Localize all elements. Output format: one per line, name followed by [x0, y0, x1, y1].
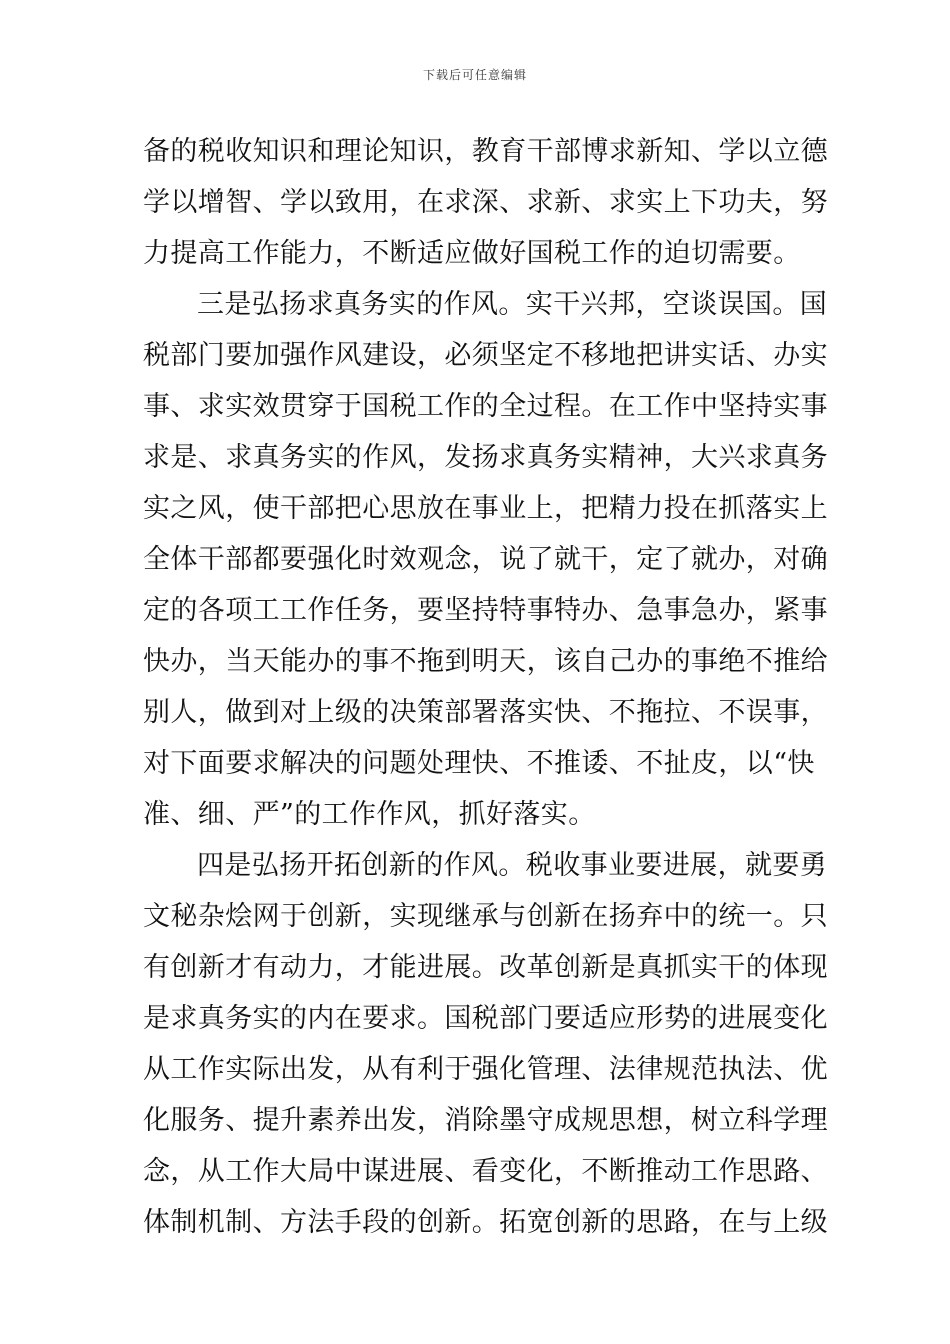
- text-line: 文秘杂烩网于创新，实现继承与创新在扬弃中的统一。只: [143, 901, 828, 932]
- text-line: 全体干部都要强化时效观念，说了就干，定了就办，对确: [143, 544, 828, 575]
- text-line: 对下面要求解决的问题处理快、不推诿、不扯皮，以“快: [143, 748, 815, 779]
- text-line: 定的各项工工作任务，要坚持特事特办、急事急办，紧事: [143, 595, 828, 626]
- text-line: 念，从工作大局中谋进展、看变化，不断推动工作思路、: [143, 1156, 828, 1187]
- document-body: [143, 126, 828, 1248]
- text-line: 从工作实际出发，从有利于强化管理、法律规范执法、优: [143, 1054, 828, 1085]
- text-line: 三是弘扬求真务实的作风。实干兴邦，空谈误国。国: [197, 289, 828, 320]
- text-line: 快办，当天能办的事不拖到明天，该自己办的事绝不推给: [143, 646, 828, 677]
- text-line: 求是、求真务实的作风，发扬求真务实精神，大兴求真务: [143, 442, 828, 473]
- text-line: 四是弘扬开拓创新的作风。税收事业要进展，就要勇: [197, 850, 828, 881]
- text-line: 别人，做到对上级的决策部署落实快、不拖拉、不误事，: [143, 697, 828, 728]
- text-line: 实之风，使干部把心思放在事业上，把精力投在抓落实上: [143, 493, 828, 524]
- page-header: 下载后可任意编辑: [422, 68, 527, 82]
- text-line: 税部门要加强作风建设，必须坚定不移地把讲实话、办实: [143, 340, 828, 371]
- text-line: 体制机制、方法手段的创新。拓宽创新的思路，在与上级: [143, 1207, 828, 1238]
- text-line: 备的税收知识和理论知识，教育干部博求新知、学以立德: [143, 136, 828, 167]
- text-line: 事、求实效贯穿于国税工作的全过程。在工作中坚持实事: [143, 391, 828, 422]
- text-line: 准、细、严”的工作作风，抓好落实。: [143, 799, 596, 830]
- text-line: 有创新才有动力，才能进展。改革创新是真抓实干的体现: [143, 952, 828, 983]
- text-line: 化服务、提升素养出发，消除墨守成规思想，树立科学理: [143, 1105, 828, 1136]
- text-line: 力提高工作能力，不断适应做好国税工作的迫切需要。: [143, 238, 801, 269]
- text-line: 是求真务实的内在要求。国税部门要适应形势的进展变化: [143, 1003, 828, 1034]
- text-line: 学以增智、学以致用，在求深、求新、求实上下功夫，努: [143, 187, 828, 218]
